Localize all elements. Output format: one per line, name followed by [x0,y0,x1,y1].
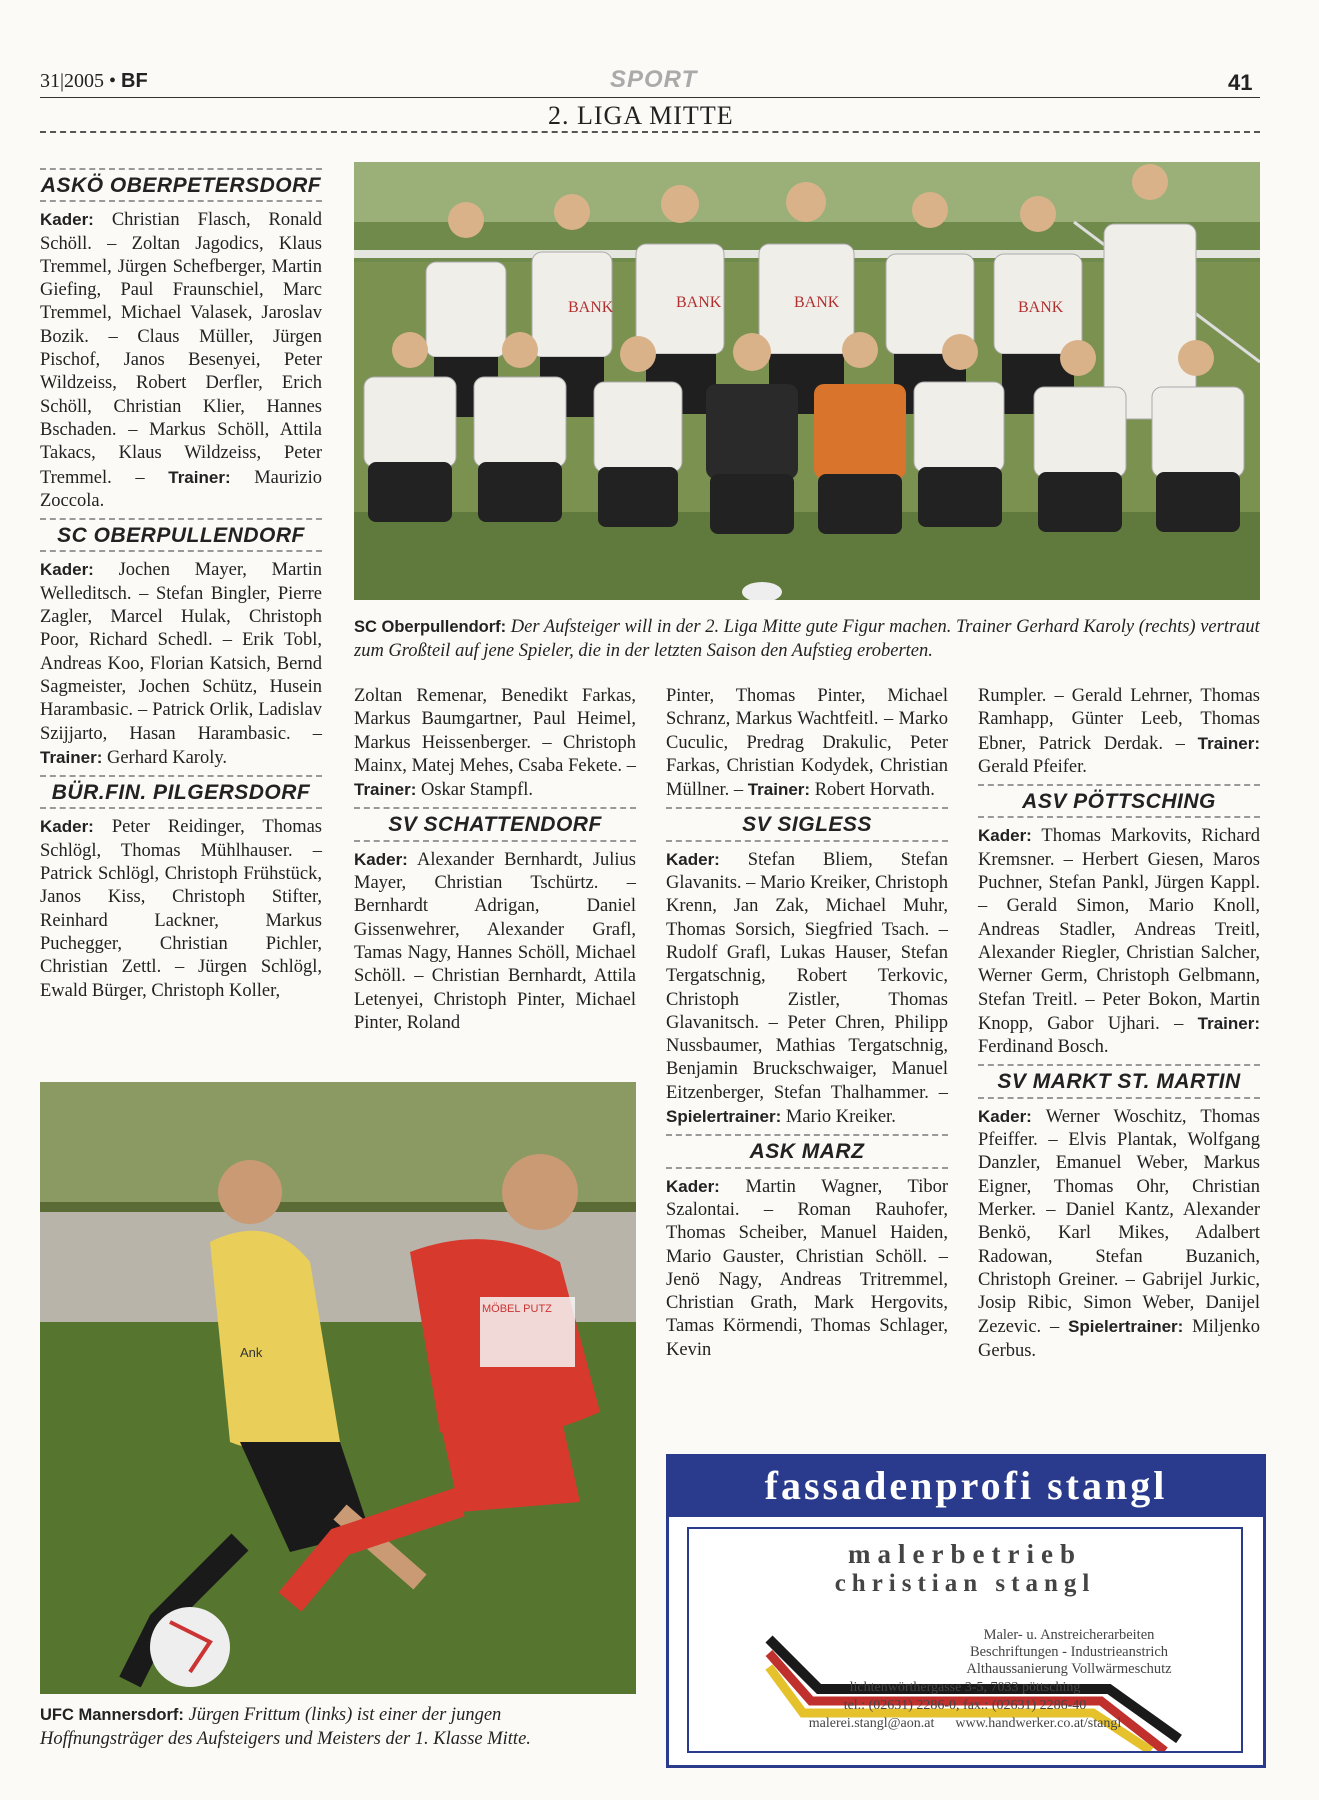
issue-info [40,70,148,93]
action-photo-caption [40,1703,620,1751]
page-number: 41 [1228,70,1253,95]
column-3 [666,685,948,1362]
sponsor-text: BANK [794,294,840,311]
trainer-name: Maurizio Zoccola. [40,467,323,511]
kader-label: Kader: [666,849,720,869]
ad-inner-box [687,1527,1243,1753]
trainer-name: Oskar Stampfl. [420,780,533,801]
kader-text: Zoltan Remenar, Benedikt Farkas, Markus Baumgartner, Paul Heimel, Markus Heissenberger. – Christoph Mainx, Matej Mehes, Csaba Fekete. – [354,686,636,776]
header-divider [40,131,1260,133]
section-title: SPORT [610,66,698,93]
trainer-name: Robert Horvath. [814,780,935,801]
team-heading: ASK MARZ [666,1134,948,1168]
team-roster [666,848,948,1130]
ad-service: Beschriftungen - Industrieanstrich [969,1644,1169,1660]
kader-text: Rumpler. – Gerald Lehrner, Thomas Ramhapp, Günter Leeb, Thomas Ebner, Patrick Derdak. – [978,686,1260,754]
kader-text: Werner Woschitz, Thomas Pfeiffer. – Elvis Plantak, Wolfgang Danzler, Emanuel Weber, Markus Eigner, Thomas Ohr, Christian Merker. – Daniel Kantz, Alexander Benkö, Karl Mikes, Adalbert Radowan, Stefan Buzanich, Christoph Greiner. – Gabrijel Jurkic, Josip Ribic, Simon Weber, Danijel Zezevic. – [978,1106,1260,1338]
trainer-label: Spielertrainer: [666,1107,782,1127]
team-roster-continued [354,685,636,802]
kader-label: Kader: [40,560,94,580]
ad-service: Althaussanierung Vollwärmeschutz [966,1661,1172,1677]
kader-text: Pinter, Thomas Pinter, Michael Schranz, Markus Wachtfeitl. – Marko Cuculic, Predrag Drakulic, Peter Farkas, Christian Kodydek, Christian Müllner. – [666,686,948,801]
kader-text: Alexander Bernhardt, Julius Mayer, Christian Tschürtz. – Bernhardt Adrigan, Daniel Gissenwehrer, Alexander Grafl, Tamas Nagy, Hannes Schöll, Michael Schöll. – Christian Bernhardt, Attila Letenyei, Christoph Pinter, Michael Pinter, Roland [354,849,636,1033]
sponsor-text: BANK [568,299,614,316]
team-roster-continued [666,685,948,802]
kader-label: Kader: [978,1106,1032,1126]
shirt-text: MÖBEL PUTZ [482,1303,552,1315]
kader-label: Kader: [40,210,94,230]
kader-label: Kader: [666,1176,720,1196]
sponsor-text: BANK [1018,299,1064,316]
trainer-name: Gerald Pfeifer. [978,756,1087,777]
team-heading: ASV PÖTTSCHING [978,784,1260,818]
column-1 [40,168,322,1003]
kader-text: Peter Reidinger, Thomas Schlögl, Thomas Mühlhauser. – Patrick Schlögl, Christoph Frühstück, Janos Kiss, Christoph Stifter, Reinhard Lackner, Markus Puchegger, Christian Pichler, Christian Zettl. – Jürgen Schlögl, Ewald Bürger, Christoph Koller, [40,817,323,1001]
trainer-label: Trainer: [40,747,103,767]
ad-phone: tel.: (02631) 2286-0, fax.: (02631) 2286-40 [843,1698,1087,1713]
team-roster [354,848,636,1035]
ad-line-2: christian stangl [834,1570,1096,1597]
trainer-label: Trainer: [354,780,417,800]
trainer-name: Ferdinand Bosch. [978,1037,1109,1058]
trainer-name: Miljenko Gerbus. [978,1317,1260,1361]
team-roster [40,208,322,513]
ad-line-1: malerbetrieb [848,1539,1082,1569]
issue-number: 31|2005 • [40,70,117,92]
team-heading: SV SIGLESS [666,807,948,841]
team-roster [978,1105,1260,1363]
team-heading: SV MARKT ST. MARTIN [978,1064,1260,1098]
kader-text: Jochen Mayer, Martin Welleditsch. – Stefan Bingler, Pierre Zagler, Marcel Hulak, Christoph Poor, Richard Schedl. – Erik Tobl, Andreas Koo, Florian Katsich, Bernd Sagmeister, Jochen Schütz, Husein Harambasic. – Patrick Orlik, Ladislav Szijjarto, Hasan Harambasic. – [40,560,322,744]
ad-title: fassadenprofi stangl [669,1457,1263,1517]
header-rule [40,97,1260,98]
trainer-name: Gerhard Karoly. [106,747,228,768]
action-photo [40,1082,636,1694]
kader-text: Martin Wagner, Tibor Szalontai. – Roman Rauhofer, Thomas Scheiber, Manuel Haiden, Mario Gauster, Christian Schöll. – Jenö Nagy, Andreas Tritremmel, Christian Grath, Mark Hergovits, Tamas Körmendi, Thomas Schlager, Kevin [666,1176,948,1360]
team-heading: SV SCHATTENDORF [354,807,636,841]
trainer-label: Spielertrainer: [1068,1317,1184,1337]
team-photo-illustration [354,162,1260,600]
caption-text: Jürgen Frittum (links) ist einer der jungen Hoffnungsträger des Aufsteigers und Meisters der 1. Klasse Mitte. [40,1705,531,1749]
advertisement [666,1454,1266,1768]
team-heading: ASKÖ OBERPETERSDORF [40,168,322,202]
team-roster [666,1175,948,1362]
team-heading: SC OBERPULLENDORF [40,518,322,552]
caption-team-name: UFC Mannersdorf: [40,1706,184,1724]
ad-address: lichtenwörthergasse 3-5, 7033 pöttsching [849,1680,1081,1695]
ad-online [689,1715,1241,1733]
ad-contact [689,1679,1241,1733]
team-roster-continued [978,685,1260,779]
page-subtitle: 2. LIGA MITTE [548,101,734,130]
ad-web: www.handwerker.co.at/stangl [955,1716,1122,1731]
shirt-text: Ank [240,1345,263,1360]
kader-text: Christian Flasch, Ronald Schöll. – Zoltan Jagodics, Klaus Tremmel, Jürgen Schefberger, Martin Giefing, Paul Fraunschiel, Marc Tremmel, Michael Valasek, Jaroslav Bozik. – Claus Müller, Jürgen Pischof, Janos Besenyei, Peter Wildzeiss, Robert Derfler, Erich Schöll, Christian Klier, Hannes Bschaden. – Markus Schöll, Attila Takacs, Klaus Wildzeiss, Peter Tremmel. – [40,210,322,488]
trainer-name: Mario Kreiker. [785,1107,896,1128]
kader-label: Kader: [354,849,408,869]
paper-name: BF [121,70,148,92]
trainer-label: Trainer: [168,467,231,487]
caption-text: Der Aufsteiger will in der 2. Liga Mitte gute Figur machen. Trainer Gerhard Karoly (rechts) vertraut zum Großteil auf jene Spieler, die in der letzten Saison den Aufstieg eroberten. [354,617,1260,661]
team-roster [40,558,322,770]
kader-label: Kader: [40,817,94,837]
kader-label: Kader: [978,826,1032,846]
team-photo [354,162,1260,600]
ad-service: Maler- u. Anstreicherarbeiten [983,1627,1155,1643]
team-roster [978,824,1260,1059]
team-roster [40,815,322,1002]
trainer-label: Trainer: [1197,733,1260,753]
caption-team-name: SC Oberpullendorf: [354,618,507,636]
ad-email: malerei.stangl@aon.at [808,1716,935,1731]
kader-text: Stefan Bliem, Stefan Glavanits. – Mario Kreiker, Christoph Krenn, Jan Zak, Michael Muhr, Thomas Sorsich, Siegfried Tsach. – Rudolf Grafl, Lukas Hauser, Stefan Tergatschnig, Robert Terkovic, Christoph Zistler, Thomas Glavanitsch. – Peter Chren, Philipp Nussbaumer, Mathias Tergatschnig, Benjamin Bruckschwaiger, Manuel Eitzenberger, Stefan Thalhammer. – [666,849,948,1103]
trainer-label: Trainer: [1197,1013,1261,1033]
sponsor-text: BANK [676,294,722,311]
kader-text: Thomas Markovits, Richard Kremsner. – Herbert Giesen, Maros Puchner, Stefan Pankl, Jürgen Kappl. – Gerald Simon, Mario Knoll, Andreas Stadler, Andreas Treitl, Alexander Riegler, Christian Salcher, Werner Germ, Christoph Gelbmann, Stefan Treitl. – Peter Bokon, Martin Knopp, Gabor Ujhari. – [978,826,1260,1034]
team-photo-caption [354,615,1260,663]
action-photo-illustration [40,1082,636,1694]
team-heading: BÜR.FIN. PILGERSDORF [40,775,322,809]
column-2 [354,685,636,1035]
column-4 [978,685,1260,1363]
trainer-label: Trainer: [747,780,811,800]
